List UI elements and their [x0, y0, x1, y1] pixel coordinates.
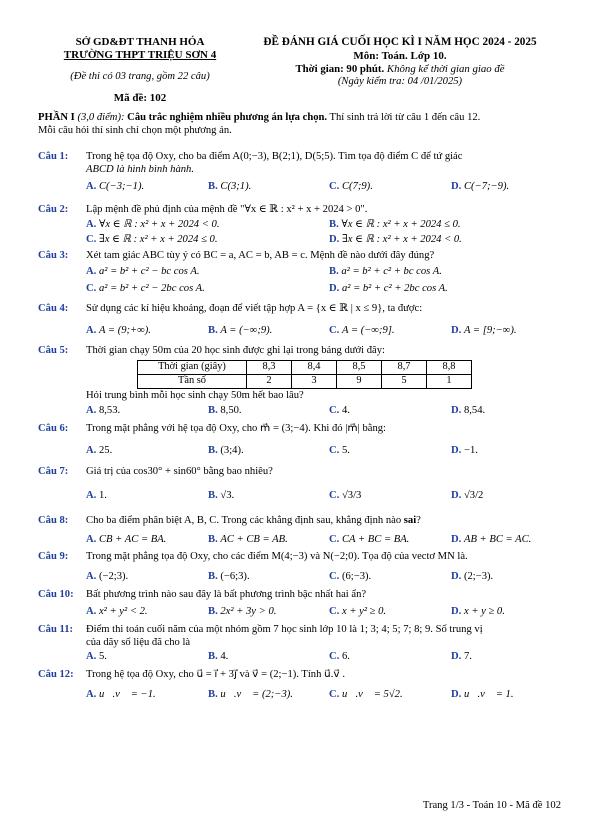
option-d[interactable]	[451, 181, 509, 194]
option-text: −1.	[463, 445, 478, 456]
option-label: D.	[451, 181, 462, 192]
question-text: Trong mặt phẳng với hệ tọa độ Oxy, cho m⃗ = (3;−4). Khi đó |m⃗| bằng:	[86, 423, 386, 434]
page-footer: Trang 1/3 - Toán 10 - Mã đề 102	[422, 800, 561, 811]
question-text-line-1: Điểm thi toán cuối năm của một nhóm gồm 7 học sinh lớp 10 là 1; 3; 4; 5; 7; 8; 9. Số trung vị	[86, 624, 483, 635]
option-label: A.	[86, 651, 97, 662]
option-label: C.	[329, 571, 340, 582]
option-label: B.	[208, 445, 218, 456]
option-label: D.	[451, 405, 462, 416]
option-text: C(−3;−1).	[98, 181, 145, 192]
option-b[interactable]	[208, 325, 272, 338]
option-label: C.	[329, 490, 340, 501]
question-text: Giá trị của cos30° + sin60° bằng bao nhiêu?	[86, 466, 273, 477]
option-d[interactable]	[451, 534, 531, 547]
option-b[interactable]	[208, 534, 288, 547]
option-label: D.	[451, 445, 462, 456]
option-d[interactable]	[451, 405, 485, 418]
question-text-line-1: Trong hệ tọa độ Oxy, cho ba điểm A(0;−3), B(2;1), D(5;5). Tìm tọa độ điểm C để tứ giác	[86, 151, 463, 162]
department: SỞ GD&ĐT THANH HÓA	[75, 36, 205, 48]
part-instruction: Thí sinh trả lời từ câu 1 đến câu 12.	[327, 112, 481, 123]
question-text: Bất phương trình nào sau đây là bất phương trình bậc nhất hai ẩn?	[86, 589, 367, 600]
table-header-cell: Tần số	[138, 375, 247, 389]
option-text: 6.	[341, 651, 350, 662]
option-d[interactable]	[451, 571, 493, 584]
option-text: √3/3	[341, 490, 362, 501]
option-text: ∃x ∈ ℝ : x² + x + 2024 ≤ 0.	[98, 234, 218, 245]
question-text-line-2: Hỏi trung bình mỗi học sinh chạy 50m hết bao lâu?	[86, 390, 304, 401]
option-b[interactable]	[208, 689, 293, 702]
option-text: ∀x ∈ ℝ : x² + x + 2024 < 0.	[98, 219, 220, 230]
option-text: u⃗.v⃗ = −1.	[98, 689, 156, 700]
option-b[interactable]	[208, 606, 276, 619]
question-text: Trong hệ tọa độ Oxy, cho u⃗ = i⃗ + 3j⃗ và v⃗ = (2;−1). Tính u⃗.v⃗ .	[86, 669, 345, 680]
option-text: a² = b² + c² + 2bc cos A.	[341, 283, 448, 294]
option-text: u⃗.v⃗ = 1.	[463, 689, 514, 700]
table-cell: 8,5	[337, 361, 382, 375]
option-b[interactable]	[329, 266, 442, 279]
option-d[interactable]	[451, 689, 514, 702]
option-c[interactable]	[329, 445, 350, 458]
option-label: B.	[208, 325, 218, 336]
option-text: u⃗.v⃗ = (2;−3).	[220, 689, 293, 700]
option-text: AC + CB = AB.	[220, 534, 288, 545]
question-number: Câu 5:	[38, 345, 69, 356]
option-label: C.	[329, 651, 340, 662]
option-text: a² = b² + c² + bc cos A.	[341, 266, 442, 277]
option-text: CB + AC = BA.	[98, 534, 167, 545]
option-b[interactable]	[208, 405, 242, 418]
table-cell: 5	[382, 375, 427, 389]
option-label: A.	[86, 325, 97, 336]
option-label: D.	[329, 283, 340, 294]
option-label: B.	[208, 689, 218, 700]
option-label: C.	[329, 325, 340, 336]
question-number: Câu 9:	[38, 551, 69, 562]
option-text: u⃗.v⃗ = 5√2.	[341, 689, 403, 700]
option-a[interactable]	[86, 490, 107, 503]
option-label: C.	[86, 283, 97, 294]
option-label: B.	[208, 181, 218, 192]
option-label: D.	[329, 234, 340, 245]
question-text: Thời gian chạy 50m của 20 học sinh được ghi lại trong bảng dưới đây:	[86, 345, 385, 356]
option-label: B.	[208, 651, 218, 662]
option-text: AB + BC = AC.	[463, 534, 532, 545]
option-c[interactable]	[329, 181, 373, 194]
option-a[interactable]	[86, 651, 107, 664]
question-number: Câu 8:	[38, 515, 69, 526]
table-header-cell: Thời gian (giây)	[138, 361, 247, 375]
table-cell: 2	[247, 375, 292, 389]
option-label: D.	[451, 490, 462, 501]
option-text: 25.	[98, 445, 113, 456]
option-c[interactable]	[329, 651, 350, 664]
option-label: D.	[451, 689, 462, 700]
option-label: C.	[329, 606, 340, 617]
option-label: C.	[329, 689, 340, 700]
option-text: 8,50.	[220, 405, 242, 416]
question-number: Câu 11:	[38, 624, 74, 635]
option-b[interactable]	[208, 181, 251, 194]
exam-date: (Ngày kiểm tra: 04 /01/2025)	[337, 76, 463, 88]
option-d[interactable]	[451, 325, 517, 338]
option-label: A.	[86, 181, 97, 192]
option-label: B.	[329, 219, 339, 230]
option-b[interactable]	[208, 571, 250, 584]
option-c[interactable]	[329, 534, 409, 547]
option-text: 4.	[220, 651, 229, 662]
option-a[interactable]	[86, 219, 219, 232]
option-text: CA + BC = BA.	[341, 534, 410, 545]
option-label: C.	[329, 445, 340, 456]
option-c[interactable]	[86, 234, 218, 247]
option-label: A.	[86, 606, 97, 617]
question-number: Câu 12:	[38, 669, 74, 680]
frequency-table	[137, 360, 472, 389]
option-a[interactable]	[86, 445, 112, 458]
question-text: Sử dụng các kí hiệu khoảng, đoạn để viết tập hợp A = {x ∈ ℝ | x ≤ 9}, ta được:	[86, 303, 423, 314]
question-text-main: Cho ba điểm phân biệt A, B, C. Trong các khẳng định sau, khẳng định nào	[86, 515, 404, 526]
option-text: (−6;3).	[220, 571, 250, 582]
option-label: C.	[329, 405, 340, 416]
question-text	[86, 515, 564, 528]
option-c[interactable]	[329, 405, 350, 418]
question-text	[86, 624, 564, 650]
option-d[interactable]	[451, 606, 505, 619]
option-label: D.	[451, 651, 462, 662]
option-text: √3/2	[463, 490, 484, 501]
option-text: A = (9;+∞).	[98, 325, 151, 336]
school-name: TRƯỜNG THPT TRIỆU SƠN 4	[63, 49, 217, 62]
part-label: PHẦN I	[38, 112, 75, 123]
option-label: A.	[86, 266, 97, 277]
option-text: √3.	[220, 490, 235, 501]
question-number: Câu 1:	[38, 151, 69, 162]
header-right	[225, 36, 575, 89]
table-row	[138, 361, 472, 375]
option-text: a² = b² + c² − 2bc cos A.	[98, 283, 205, 294]
option-text: A = (−∞;9].	[341, 325, 395, 336]
option-label: B.	[208, 571, 218, 582]
option-text: 5.	[341, 445, 350, 456]
option-d[interactable]	[329, 234, 462, 247]
option-text: C(7;9).	[341, 181, 373, 192]
option-text: 8,53.	[98, 405, 121, 416]
part-title: Câu trắc nghiệm nhiều phương án lựa chọn.	[127, 112, 328, 123]
option-text: C(3;1).	[220, 181, 252, 192]
exam-title: ĐỀ ĐÁNH GIÁ CUỐI HỌC KÌ I NĂM HỌC 2024 - 2025	[263, 36, 537, 48]
option-c[interactable]	[86, 283, 205, 296]
question-number: Câu 6:	[38, 423, 69, 434]
option-d[interactable]	[451, 651, 472, 664]
part-points: (3,0 điểm):	[74, 112, 128, 123]
part-instruction-2: Mỗi câu hỏi thí sinh chỉ chọn một phương án.	[38, 124, 232, 136]
option-text: A = [9;−∞).	[463, 325, 517, 336]
option-text: A = (−∞;9).	[220, 325, 273, 336]
question-text	[86, 151, 564, 177]
option-label: A.	[86, 445, 97, 456]
option-d[interactable]	[451, 445, 478, 458]
option-a[interactable]	[86, 534, 166, 547]
option-c[interactable]	[329, 606, 386, 619]
option-text: ∃x ∈ ℝ : x² + x + 2024 < 0.	[341, 234, 462, 245]
page-count: (Đề thi có 03 trang, gồm 22 câu)	[70, 70, 210, 82]
table-cell: 8,3	[247, 361, 292, 375]
option-label: D.	[451, 606, 462, 617]
question-text-emphasis: sai	[403, 515, 417, 526]
option-c[interactable]	[329, 571, 371, 584]
option-label: A.	[86, 219, 97, 230]
part-line-1	[38, 112, 558, 125]
option-text: (6;−3).	[341, 571, 372, 582]
exam-subject: Môn: Toán. Lớp 10.	[353, 49, 447, 62]
option-b[interactable]	[208, 445, 244, 458]
option-label: A.	[86, 490, 97, 501]
option-text: (−2;3).	[98, 571, 129, 582]
table-cell: 9	[337, 375, 382, 389]
option-text: a² = b² + c² − bc cos A.	[98, 266, 200, 277]
option-text: x² + y² < 2.	[98, 606, 148, 617]
part-heading	[38, 112, 558, 138]
question-number: Câu 2:	[38, 204, 69, 215]
option-a[interactable]	[86, 571, 128, 584]
question-text: Xét tam giác ABC tùy ý có BC = a, AC = b, AB = c. Mệnh đề nào dưới đây đúng?	[86, 250, 435, 261]
table-cell: 8,4	[292, 361, 337, 375]
option-label: B.	[208, 405, 218, 416]
option-text: 5.	[98, 651, 107, 662]
table-row	[138, 375, 472, 389]
option-text: 2x² + 3y > 0.	[220, 606, 277, 617]
option-text: 4.	[341, 405, 350, 416]
question-number: Câu 4:	[38, 303, 69, 314]
option-text: x + y ≥ 0.	[463, 606, 505, 617]
time-label: Thời gian: 90 phút.	[295, 63, 385, 76]
question-number: Câu 7:	[38, 466, 69, 477]
option-c[interactable]	[329, 490, 361, 503]
option-b[interactable]	[208, 490, 234, 503]
option-a[interactable]	[86, 325, 151, 338]
question-text-end: ?	[416, 515, 421, 526]
option-label: B.	[329, 266, 339, 277]
option-c[interactable]	[329, 689, 403, 702]
option-label: A.	[86, 571, 97, 582]
option-label: A.	[86, 689, 97, 700]
option-d[interactable]	[329, 283, 448, 296]
option-text: (3;4).	[220, 445, 244, 456]
question-text-line-2: ABCD là hình bình hành.	[86, 163, 194, 175]
option-b[interactable]	[208, 651, 228, 664]
table-cell: 8,7	[382, 361, 427, 375]
option-text: C(−7;−9).	[463, 181, 510, 192]
option-a[interactable]	[86, 689, 156, 702]
option-label: D.	[451, 534, 462, 545]
option-text: x + y² ≥ 0.	[341, 606, 387, 617]
table-cell: 3	[292, 375, 337, 389]
exam-time	[225, 63, 575, 76]
option-label: A.	[86, 534, 97, 545]
exam-code: Mã đề: 102	[113, 91, 167, 104]
option-label: B.	[208, 606, 218, 617]
option-label: D.	[451, 325, 462, 336]
question-text: Lập mệnh đề phủ định của mệnh đề "∀x ∈ ℝ : x² + x + 2024 > 0".	[86, 204, 368, 215]
header-left	[30, 36, 250, 105]
option-label: C.	[329, 534, 340, 545]
table-cell: 8,8	[427, 361, 472, 375]
option-label: A.	[86, 405, 97, 416]
option-c[interactable]	[329, 325, 395, 338]
table-cell: 1	[427, 375, 472, 389]
question-text-line-2: của dãy số liệu đã cho là	[86, 636, 191, 648]
option-text: ∀x ∈ ℝ : x² + x + 2024 ≤ 0.	[341, 219, 461, 230]
option-label: C.	[86, 234, 97, 245]
question-text: Trong mặt phẳng tọa độ Oxy, cho các điểm M(4;−3) và N(−2;0). Tọa độ của vectơ MN là.	[86, 551, 468, 562]
option-a[interactable]	[86, 405, 120, 418]
option-d[interactable]	[451, 490, 483, 503]
option-text: (2;−3).	[463, 571, 494, 582]
option-b[interactable]	[329, 219, 461, 232]
time-note: Không kể thời gian giao đề	[384, 63, 505, 76]
option-label: B.	[208, 534, 218, 545]
question-number: Câu 3:	[38, 250, 69, 261]
option-a[interactable]	[86, 181, 144, 194]
option-text: 1.	[98, 490, 107, 501]
option-a[interactable]	[86, 606, 148, 619]
option-label: B.	[208, 490, 218, 501]
option-label: C.	[329, 181, 340, 192]
option-a[interactable]	[86, 266, 199, 279]
option-text: 7.	[463, 651, 472, 662]
option-label: D.	[451, 571, 462, 582]
question-number: Câu 10:	[38, 589, 74, 600]
option-text: 8,54.	[463, 405, 486, 416]
